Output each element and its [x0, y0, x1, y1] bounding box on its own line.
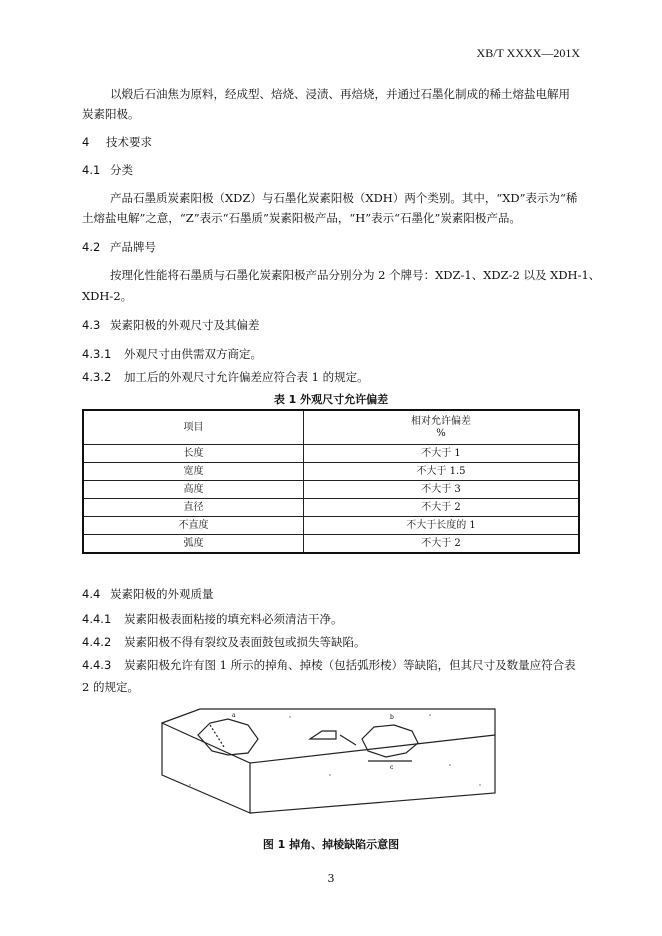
- row-value: 不大于 2: [304, 499, 580, 517]
- row-value: 不大于 1.5: [304, 463, 580, 481]
- header-deviation-label: 相对允许偏差: [411, 415, 471, 427]
- table-header-row: [83, 410, 579, 445]
- header-item: 项目: [83, 410, 304, 445]
- clause-4-4-3-number: 4.4.3: [82, 658, 112, 672]
- table-1-caption: 表 1 外观尺寸允许偏差: [273, 393, 389, 406]
- block-front-top-edge: [250, 735, 495, 763]
- clause-4-4-1-number: 4.4.1: [82, 612, 112, 626]
- section-4-4-number: 4.4: [82, 587, 101, 601]
- section-4-1-title: 分类: [110, 163, 133, 177]
- row-item: 高度: [83, 481, 304, 499]
- figure-1-caption: 图 1 掉角、掉棱缺陷示意图: [262, 838, 400, 851]
- intro-line-1: 以煅后石油焦为原料，经成型、焙烧、浸渍、再焙烧，并通过石墨化制成的稀土熔盐电解用: [110, 87, 570, 101]
- section-4-title: 技术要求: [106, 135, 152, 149]
- row-item: 宽度: [83, 463, 304, 481]
- table-row: [83, 499, 579, 517]
- clause-4-4-2-number: 4.4.2: [82, 635, 112, 649]
- row-value: 不大于 2: [304, 535, 580, 554]
- defect-diagram: [150, 705, 510, 815]
- label-a: a: [232, 712, 236, 719]
- section-4-1-number: 4.1: [82, 163, 101, 177]
- section-4-3-number: 4.3: [82, 318, 101, 332]
- row-item: 直径: [83, 499, 304, 517]
- standard-code: XB/T XXXX—201X: [476, 46, 580, 60]
- label-c: c: [390, 764, 394, 771]
- row-item: 长度: [83, 445, 304, 463]
- section-4-1-text-2: 土熔盐电解”之意，“Z”表示“石墨质”炭素阳极产品，“H”表示“石墨化”炭素阳极产品。: [82, 211, 521, 225]
- clause-4-3-2-text: 加工后的外观尺寸允许偏差应符合表 1 的规定。: [124, 370, 369, 384]
- row-value: 不大于 1: [304, 445, 580, 463]
- section-4-2-number: 4.2: [82, 240, 101, 254]
- table-row: [83, 535, 579, 554]
- clause-4-4-3-text: 炭素阳极允许有图 1 所示的掉角、掉棱（包括弧形棱）等缺陷，但其尺寸及数量应符合表: [124, 658, 576, 672]
- header-deviation-unit: %: [436, 427, 446, 439]
- label-b: b: [390, 714, 394, 721]
- page-number: 3: [327, 872, 335, 885]
- table-row: [83, 481, 579, 499]
- section-4-2-text-2: XDH-2。: [82, 289, 133, 303]
- clause-4-3-1-number: 4.3.1: [82, 347, 112, 361]
- clause-4-4-2-text: 炭素阳极不得有裂纹及表面鼓包或损失等缺陷。: [124, 635, 366, 649]
- section-4-2-title: 产品牌号: [110, 240, 156, 254]
- block-front-face: [250, 735, 495, 813]
- clause-4-3-2-number: 4.3.2: [82, 370, 112, 384]
- surface-texture: [189, 714, 481, 786]
- clause-4-3-1-text: 外观尺寸由供需双方商定。: [124, 347, 262, 361]
- table-row: [83, 463, 579, 481]
- corner-chip-defect: [198, 719, 258, 755]
- section-4-number: 4: [82, 135, 90, 149]
- chip-dim-line: [210, 725, 224, 747]
- row-item: 不直度: [83, 517, 304, 535]
- deviation-table: [82, 409, 580, 554]
- block-side-face: [162, 723, 250, 813]
- section-4-4-title: 炭素阳极的外观质量: [110, 587, 214, 601]
- section-4-2-text-1: 按理化性能将石墨质与石墨化炭素阳极产品分别分为 2 个牌号：XDZ-1、XDZ-2 以及 XDH-1、: [110, 268, 601, 282]
- row-item: 弧度: [83, 535, 304, 554]
- leader-line: [340, 735, 356, 745]
- section-4-1-text-1: 产品石墨质炭素阳极（XDZ）与石墨化炭素阳极（XDH）两个类别。其中，“XD”表示为“稀: [110, 191, 578, 205]
- row-value: 不大于长度的 1: [304, 517, 580, 535]
- edge-chip-defect: [362, 725, 418, 757]
- table-row: [83, 445, 579, 463]
- section-4-3-title: 炭素阳极的外观尺寸及其偏差: [110, 318, 260, 332]
- header-deviation: [304, 410, 580, 445]
- clause-4-4-3-text-2: 2 的规定。: [82, 680, 139, 694]
- table-row: [83, 517, 579, 535]
- row-value: 不大于 3: [304, 481, 580, 499]
- clause-4-4-1-text: 炭素阳极表面粘接的填充料必须清洁干净。: [124, 612, 343, 626]
- intro-line-2: 炭素阳极。: [82, 107, 140, 121]
- edge-notch-defect: [310, 731, 336, 739]
